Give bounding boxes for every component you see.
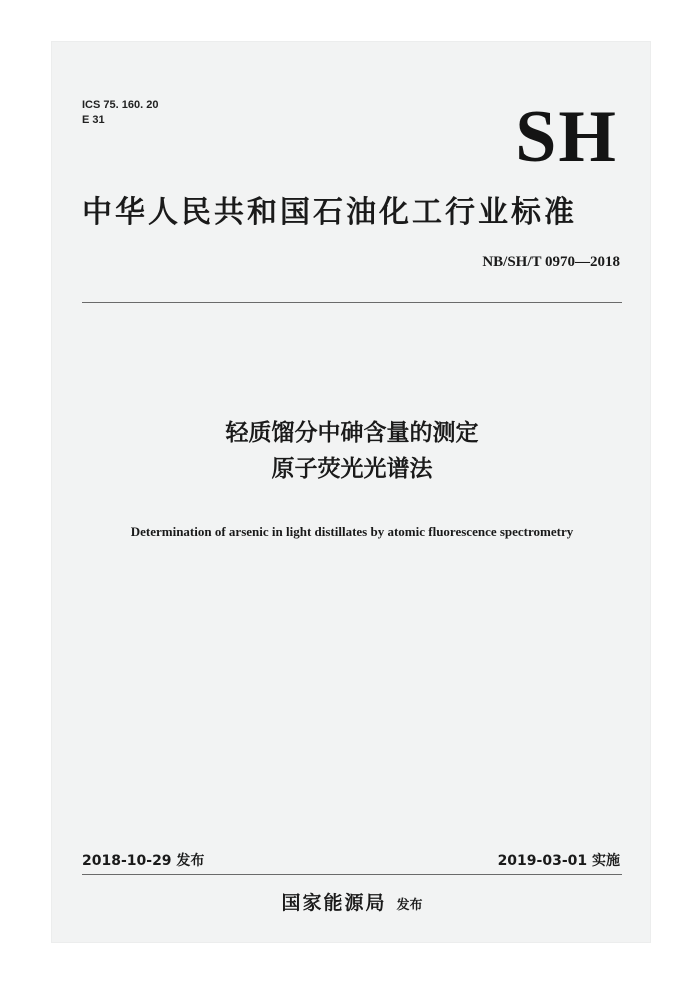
ics-code: ICS 75. 160. 20 (82, 99, 159, 111)
publisher-line (82, 888, 622, 915)
title-en: Determination of arsenic in light distillates by atomic fluorescence spectrometry (130, 524, 574, 539)
title-zh-line2: 原子荧光光谱法 (271, 456, 433, 482)
publisher-name: 国家能源局 (281, 892, 387, 914)
sh-mark: SH (515, 96, 618, 178)
issue-date: 2018-10-29 发布 (82, 853, 205, 869)
publish-label: 发布 (396, 898, 423, 913)
implement-date: 2019-03-01 实施 (497, 853, 620, 869)
title-zh-line1: 轻质馏分中砷含量的测定 (225, 420, 479, 446)
standard-number: NB/SH/T 0970—2018 (482, 254, 620, 270)
header-divider (82, 302, 622, 303)
classification-codes (82, 98, 158, 128)
footer-divider (82, 874, 622, 875)
standard-name: 中华人民共和国石油化工行业标准 (82, 195, 577, 230)
ccs-code: E 31 (82, 114, 105, 126)
document-title (82, 415, 622, 487)
